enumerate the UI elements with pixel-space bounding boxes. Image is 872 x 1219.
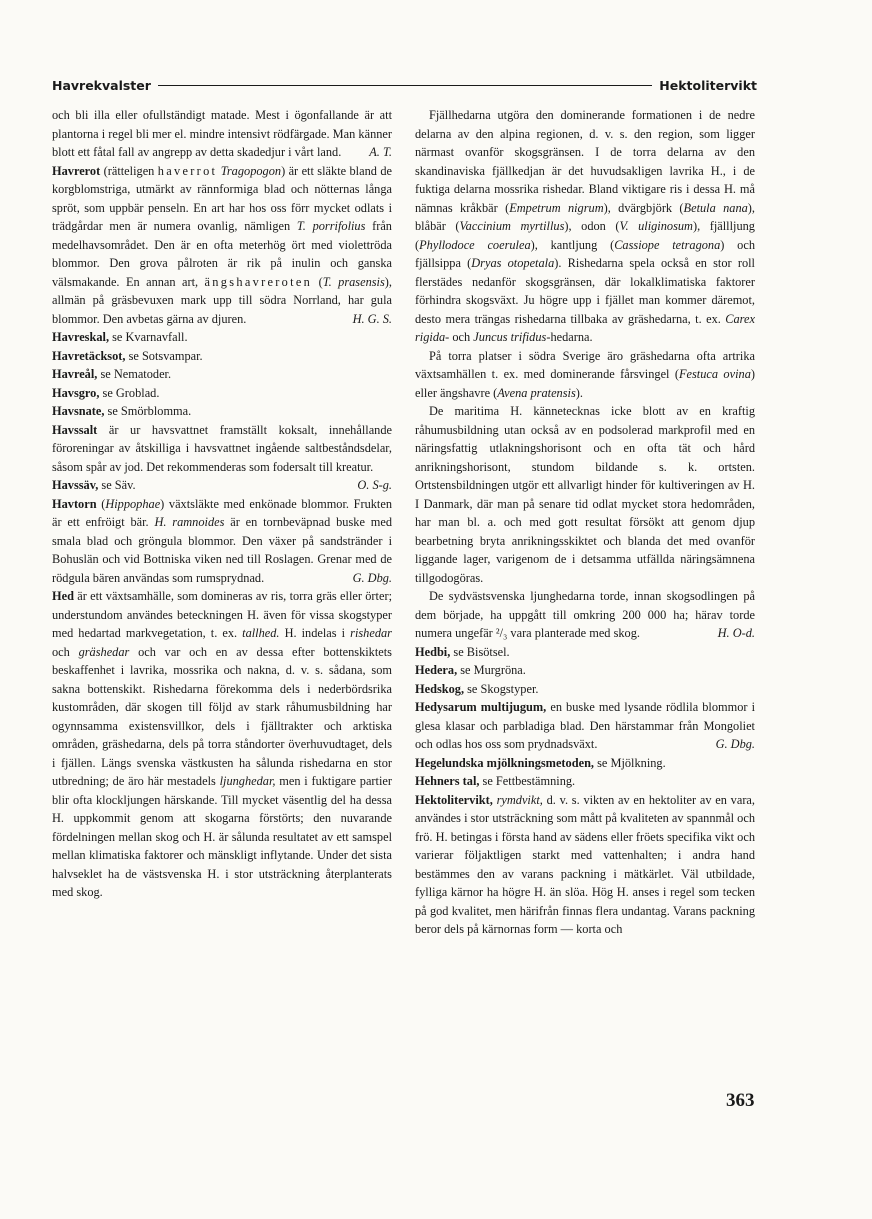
paragraph-torra-platser: På torra platser i södra Sverige äro gräshedarna ofta artrika växtsamhällen t. ex. med dominerande fårsvingel (Festuca ovina) eller ängshavre (Avena pratensis). (415, 348, 755, 400)
paragraph-sydvastsvenska: De sydvästsvenska ljunghedarna torde, innan skogsodlingen på dem började, ha uppgått till omkring 200 000 ha; härav torde numera ungefär ²/₃ vara planterade med skog. H. O-d. (415, 587, 755, 643)
header-rule (158, 85, 652, 86)
author-signature: G. Dbg. (352, 570, 392, 585)
author-signature: H. O-d. (717, 626, 755, 640)
entry-havtorn: Havtorn (Hippophae) växtsläkte med enkönade blommor. Frukten är ett enfröigt bär. H. ramnoides är en tornbeväpnad buske med smala blad och gröngula blommor. Den växer på sandstränder i Bohuslän och vid Bottniska viken ned till Roslagen. Grenar med de rödgula bären användas som rumsprydnad. G. Dbg. (52, 495, 392, 588)
entry-havsnate: Havsnate, se Smörblomma. (52, 404, 192, 418)
entry-havreal: Havreål, se Nematoder. (52, 367, 172, 381)
entry-hed: Hed är ett växtsamhälle, som domineras av ris, torra gräs eller örter; understundom användes beteckningen H. även för vissa skogstyper med hedartad markvegetation, t. ex. tallhed. H. indelas i rishedar och gräshedar och var och en av dessa efter bottenskiktets beskaffenhet i lavrika, mossrika och nakna, d. v. s. sådana, som sakna bottenskikt. Rishedarna förekomma dels i nederbördsrika kustområden, där skogen till följd av stark råhumusbildning har ogynnsamma existensvillkor, dels i fjälltrakter och arktiska områden, gräshedarna, dels på torra ståndorter överhuvudtaget, dels i fjällen. Längs svenska västkusten ha sålunda rishedarna en stor utbredning; de äro här mestadels ljunghedar, men i fuktigare partier blir ofta klockljungen härskande. Till mycket väsentlig del ha dessa H. uppkommit genom att skogarna förstörts; den nuvarande fördelningen mellan skog och H. är sålunda resultatet av ett samspel mellan klimatiska faktorer och mänskligt inflytande. Under det sista halvseklet ha de västsvenska H. i stor utsträckning återplanterats med skog. (52, 589, 392, 899)
entry-havreskal: Havreskal, se Kvarnavfall. (52, 330, 188, 344)
left-column (52, 106, 392, 902)
right-column (415, 106, 755, 939)
entry-hedskog: Hedskog, se Skogstyper. (415, 681, 539, 696)
paragraph-fjallhedarna: Fjällhedarna utgöra den dominerande formationen i de nedre delarna av den alpina regionen, d. v. s. den region, som ligger närmast ovanför skogsgränsen. I de torra delarna av den skandinaviska fjällkedjan är det huvudsakligen lavrika H., i de fuktiga delarna mossrika rishedar. Bland viktigare ris i dessa H. må nämnas kråkbär (Empetrum nigrum), dvärgbjörk (Betula nana), blåbär (Vaccinium myrtillus), odon (V. uliginosum), fjällljung (Phyllodoce coerulea), kantljung (Cassiope tetragona) och fjällsippa (Dryas otopetala). Rishedarna spela också en stor roll flerstädes nedanför skogsgränsen, där lokalklimatiska faktorer förhindra skogsväxt. Ju högre upp i fjället man kommer däremot, desto mera trängas rishedarna tillbaka av gräshedarna, t. ex. Carex rigida- och Juncus trifidus-hedarna. (415, 108, 756, 344)
entry-havsgro: Havsgro, se Groblad. (52, 385, 160, 400)
author-signature: A. T. (369, 145, 392, 159)
fraction: ²/₃ (495, 626, 508, 640)
entry-hektolitervikt: Hektolitervikt, rymdvikt, d. v. s. vikten av en hektoliter av en vara, användes i stor utsträckning som mått på kvaliteten av spannmål och frö. H. betingas i första hand av sädens eller fröets specifika vikt och varierar följaktligen starkt med vattenhalten; i andra hand bestämmes den av varans packning i mätkärlet. Väl utbildade, fylliga kärnor ha högre H. än slöa. Hög H. anses i regel som tecken på god kvalitet, men härifrån finnas flera undantag. Varans packning beror dels på kärnornas form — korta och (415, 792, 755, 936)
entry-havretacksot: Havretäcksot, se Sotsvampar. (52, 348, 203, 363)
author-signature: O. S-g. (357, 478, 392, 492)
running-header (52, 76, 757, 94)
author-signature: G. Dbg. (715, 737, 755, 751)
entry-hegelundska: Hegelundska mjölkningsmetoden, se Mjölkning. (415, 755, 666, 770)
entry-havssav: Havssäv, se Säv. (52, 478, 136, 492)
entry-hedera: Hedera, se Murgröna. (415, 663, 526, 677)
header-left-term: Havrekvalster (52, 77, 151, 93)
paragraph-maritima: De maritima H. kännetecknas icke blott av en kraftig råhumusbildning utan också av en podsolerad markprofil med en näringsfattig utlakningshorisont och en ofta tät och hård anrikningshorisont, stundom bildande s. k. ortsten. Ortstensbildningen utgör ett allvarligt hinder för kultiveringen av H. I Danmark, där man på senare tid odlat mycket stora hedområden, har man bl. a. och med gott resultat försökt att genom djup bearbetning bryta anrikningsskiktet och blanda det med ovanför liggande lager, varigenom de i detsamma utfällda näringsämnena tillgodogöras. (415, 404, 755, 585)
entry-havrerot: Havrerot (rätteligen haverrot Tragopogon) är ett släkte bland de korgblomstriga, utmärkt av rännformiga blad och nötternas långa spröt, som uppbär penseln. En art har hos oss förr mycket odlats i trädgårdar men är numera ovanlig, nämligen T. porrifolius från medelhavsområdet. Den är en ofta meterhög ört med violettröda blommor. Den grova pålroten är rik på inulin och ganska välsmakande. En annan art, ängshavreroten (T. prasensis), allmän på gräsbevuxen mark upp till södra Norrland, har gula blommor. Den avbetas gärna av djuren. H. G. S. (52, 162, 392, 329)
page-number: 363 (726, 1090, 755, 1111)
entry-havssalt: Havssalt är ur havsvattnet framställt koksalt, innehållande föroreningar av åtskilliga i havsvattnet ingående saltbeståndsdelar, såsom spår av jod. Det rekommenderas som fodersalt till kreatur. O. S-g. (52, 421, 392, 477)
entry-hedysarum: Hedysarum multijugum, en buske med lysande rödlila blommor i glesa klasar och parbladiga blad. Den härstammar från Mongoliet och odlas hos oss som prydnadsväxt. G. Dbg. (415, 698, 755, 754)
entry-hedbi: Hedbi, se Bisötsel. (415, 644, 510, 659)
headword: Havrerot (52, 163, 101, 178)
author-signature: H. G. S. (352, 311, 392, 326)
header-right-term: Hektolitervikt (659, 77, 757, 93)
entry-continuation: och bli illa eller ofullständigt matade. Mest i ögonfallande är att plantorna i regel bli mer el. mindre intensivt rödfärgade. Man känner blott ett fåtal fall av angrepp av detta skadedjur i vårt land. A. T. (52, 106, 392, 162)
entry-hehners: Hehners tal, se Fettbestämning. (415, 774, 576, 788)
